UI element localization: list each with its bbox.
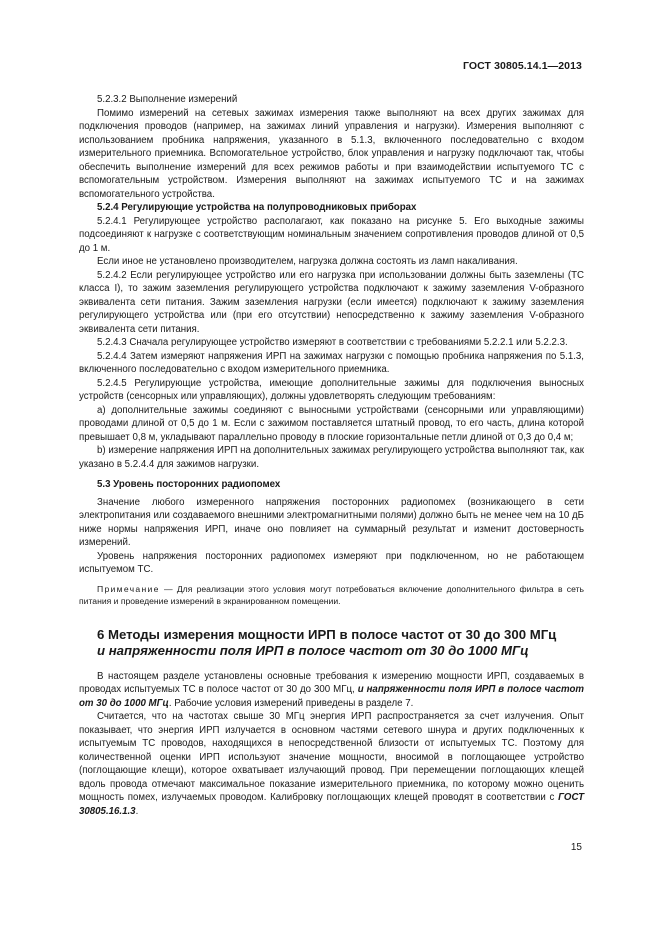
note-label: Примечание: [97, 583, 160, 594]
page-number: 15: [570, 842, 582, 853]
section-6-title-line2: и напряженности поля ИРП в полосе частот от 30 до 1000 МГц: [97, 643, 529, 658]
text-run: В настоящем разделе установлены основные требования к измерению мощности ИРП, создаваемых в проводах испытуемых ТС в полосе частот от 30 до 300 МГц,: [79, 670, 584, 695]
paragraph: 5.2.4.5 Регулирующие устройства, имеющие дополнительные зажимы для подключения выносных устройств (сенсорных или управляющих), должны удовлетворять следующим требованиям:: [79, 377, 584, 402]
text-run: . Рабочие условия измерений приведены в разделе 7.: [168, 697, 414, 709]
paragraph: Если иное не установлено производителем, нагрузка должна состоять из ламп накаливания.: [97, 256, 518, 267]
text-run: Считается, что на частотах свыше 30 МГц энергия ИРП распространяется за счет излучения. Опыт показывает, что энергия ИРП излучается в основном частями сетевого шнура и других подключенных к испытуемым ТС проводов, находящихся в непосредственной близости от испытуемых ТС. Поэтому для количественной оценки ИРП используют значение мощности, вносимой в поглощающее устройство (поглощающие клещи), которое охватывает излучающий провод. При перемещении поглощающих клещей вдоль провода отмечают максимальное показание измерительного приемника, по которому можно оценить мощность помех, излучаемых проводом. Калибровку поглощающих клещей проводят в соответствии с: [79, 711, 584, 803]
paragraph: Уровень напряжения посторонних радиопомех измеряют при подключенном, но не работающем испытуемом ТС.: [79, 550, 584, 575]
list-item-b: b) измерение напряжения ИРП на дополнительных зажимах регулирующего устройства выполняют так, как указано в 5.2.4.4 для зажимов нагрузки.: [79, 445, 584, 470]
clause-5-2-3-2-heading: 5.2.3.2 Выполнение измерений: [97, 94, 238, 105]
note: [79, 583, 584, 607]
paragraph: Значение любого измеренного напряжения посторонних радиопомех (возникающего в сети электропитания или создаваемого внешними электромагнитными полями) должно быть не менее чем на 10 дБ ниже нормы напряжения ИРП, иначе оно повлияет на суммарный результат и изменит достоверность измерений.: [79, 496, 584, 548]
paragraph: Помимо измерений на сетевых зажимах измерения также выполняют на всех других зажимах для подключения проводов (например, на зажимах линий управления и нагрузки). Измерения выполняют с использованием пробника напряжения, указанного в 5.1.3, включенного последовательно с входом измерительного приемника. Вспомогательное устройство, блок управления и нагрузку подключают так, чтобы обеспечить выполнение измерений для всех режимов работы и при взаимодействии испытуемого ТС с вспомогательным устройством. Измерения выполняют на зажимах испытуемого ТС и на зажимах вспомогательного устройства.: [79, 107, 584, 200]
clause-5-3-heading: 5.3 Уровень посторонних радиопомех: [97, 479, 281, 490]
page-body: [79, 93, 584, 818]
standard-reference: ГОСТ 30805.16.1.3: [79, 792, 584, 817]
section-6-title-line1: 6 Методы измерения мощности ИРП в полосе частот от 30 до 300 МГц: [97, 626, 557, 642]
standard-header: ГОСТ 30805.14.1—2013: [462, 60, 582, 72]
list-item-a: a) дополнительные зажимы соединяют с выносными устройствами (сенсорными или управляющими) проводами длиной от 0,5 до 1 м. Если с зажимом поставляется штатный провод, то его часть, длина которой превышает 0,8 м, укладывают параллельно проводу в плоские горизонтальные петли длиной от 0,3 до 0,4 м;: [79, 404, 584, 443]
clause-5-2-4-heading: 5.2.4 Регулирующие устройства на полупроводниковых приборах: [97, 202, 417, 213]
paragraph: 5.2.4.4 Затем измеряют напряжения ИРП на зажимах нагрузки с помощью пробника напряжения по 5.1.3, включенного последовательно с входом измерительного приемника.: [79, 350, 584, 375]
note-text: Для реализации этого условия могут потребоваться включение дополнительного фильтра в сеть питания и проведение измерений в экранированном помещении.: [79, 583, 584, 606]
bold-italic-run: и напряженности поля ИРП в полосе частот от 30 до 1000 МГц: [79, 684, 584, 709]
section-6-paragraph-1: [79, 670, 584, 711]
text-run: .: [135, 805, 139, 817]
section-6-paragraph-2: [79, 710, 584, 818]
paragraph: 5.2.4.3 Сначала регулирующее устройство измеряют в соответствии с требованиями 5.2.2.1 или 5.2.2.3.: [97, 337, 568, 348]
note-dash: —: [159, 583, 177, 594]
section-6-title: [79, 627, 584, 660]
paragraph: 5.2.4.1 Регулирующее устройство располагают, как показано на рисунке 5. Его выходные зажимы подсоединяют к нагрузке с соответствующим номинальным значением сопротивления проводов длиной от 0,5 до 1 м.: [79, 215, 584, 254]
paragraph: 5.2.4.2 Если регулирующее устройство или его нагрузка при использовании должны быть заземлены (ТС класса I), то зажим заземления регулирующего устройства подключают к зажиму заземления V-образного эквивалента сети питания. Зажим заземления нагрузки (если имеется) подключают к зажиму заземления регулирующего устройства или (при его отсутствии) непосредственно к зажиму заземления V-образного эквивалента сети питания.: [79, 269, 584, 335]
